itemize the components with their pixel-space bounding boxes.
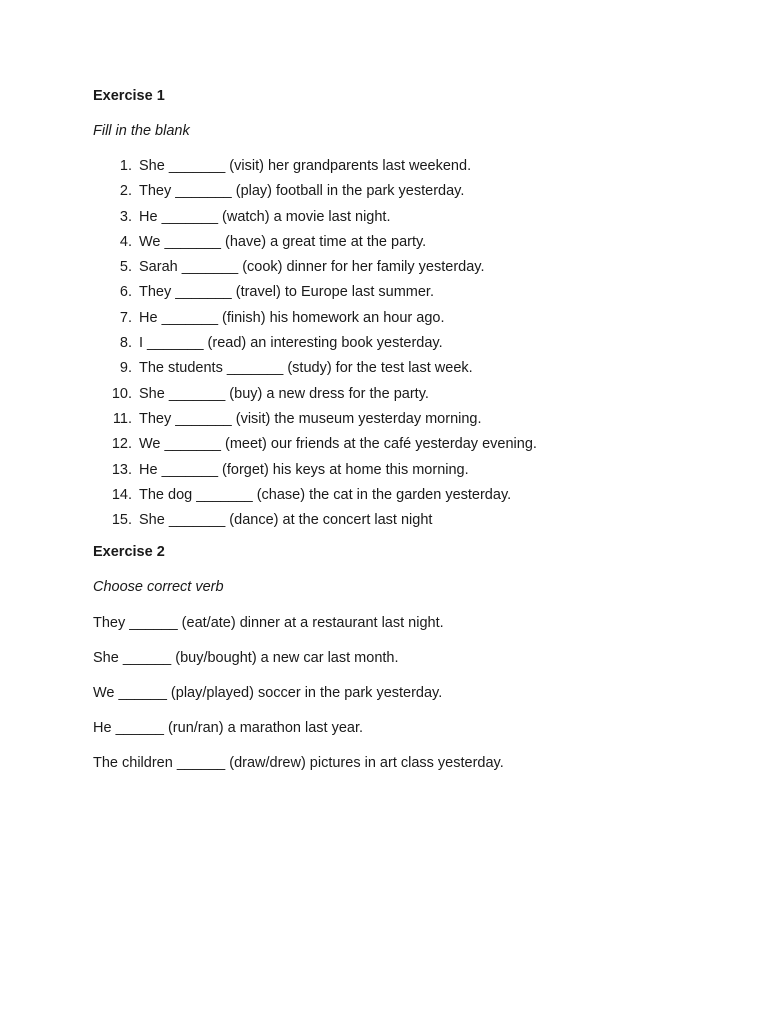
item-number: 12. (111, 436, 132, 453)
item-text: He _______ (finish) his homework an hour ago. (139, 309, 445, 326)
exercise-2-list (93, 614, 504, 789)
item-number: 2. (119, 183, 132, 200)
item-text: She _______ (visit) her grandparents last weekend. (139, 158, 472, 174)
list-item: She ______ (buy/bought) a new car last month. (93, 650, 399, 666)
item-number: 6. (119, 284, 132, 301)
item-number: 3. (119, 208, 132, 225)
item-text: The dog _______ (chase) the cat in the garden yesterday. (139, 486, 512, 503)
exercise-2-instruction: Choose correct verb (93, 579, 224, 595)
item-number: 15. (111, 512, 132, 529)
item-text: The students _______ (study) for the test last week. (139, 360, 473, 377)
item-text: We _______ (meet) our friends at the café yesterday evening. (139, 436, 537, 453)
item-text: They _______ (visit) the museum yesterday morning. (139, 410, 482, 427)
item-number: 9. (119, 360, 132, 377)
item-text: They _______ (travel) to Europe last summer. (139, 284, 434, 301)
list-item: We ______ (play/played) soccer in the park yesterday. (93, 685, 443, 701)
item-number: 13. (111, 461, 132, 478)
item-number: 11. (112, 410, 132, 427)
exercise-1-title: Exercise 1 (93, 88, 165, 104)
list-item: They ______ (eat/ate) dinner at a restaurant last night. (93, 615, 444, 631)
item-text: They _______ (play) football in the park yesterday. (139, 183, 465, 200)
item-number: 1. (119, 158, 132, 174)
item-text: She _______ (buy) a new dress for the party. (139, 385, 429, 402)
exercise-1-instruction: Fill in the blank (93, 123, 190, 139)
item-number: 14. (111, 486, 132, 503)
item-text: Sarah _______ (cook) dinner for her family yesterday. (139, 259, 485, 276)
item-number: 5. (119, 259, 132, 276)
list-item: He ______ (run/ran) a marathon last year. (93, 720, 364, 736)
exercise-2-title: Exercise 2 (93, 544, 165, 560)
item-text: She _______ (dance) at the concert last night (139, 512, 433, 529)
item-number: 10. (111, 385, 132, 402)
item-text: He _______ (watch) a movie last night. (139, 208, 391, 225)
item-number: 4. (119, 233, 132, 250)
item-number: 7. (119, 309, 132, 326)
list-item: The children ______ (draw/drew) pictures in art class yesterday. (93, 755, 504, 771)
item-number: 8. (119, 335, 132, 352)
item-text: He _______ (forget) his keys at home this morning. (139, 461, 469, 478)
item-text: I _______ (read) an interesting book yesterday. (139, 335, 443, 352)
item-text: We _______ (have) a great time at the party. (139, 233, 427, 250)
